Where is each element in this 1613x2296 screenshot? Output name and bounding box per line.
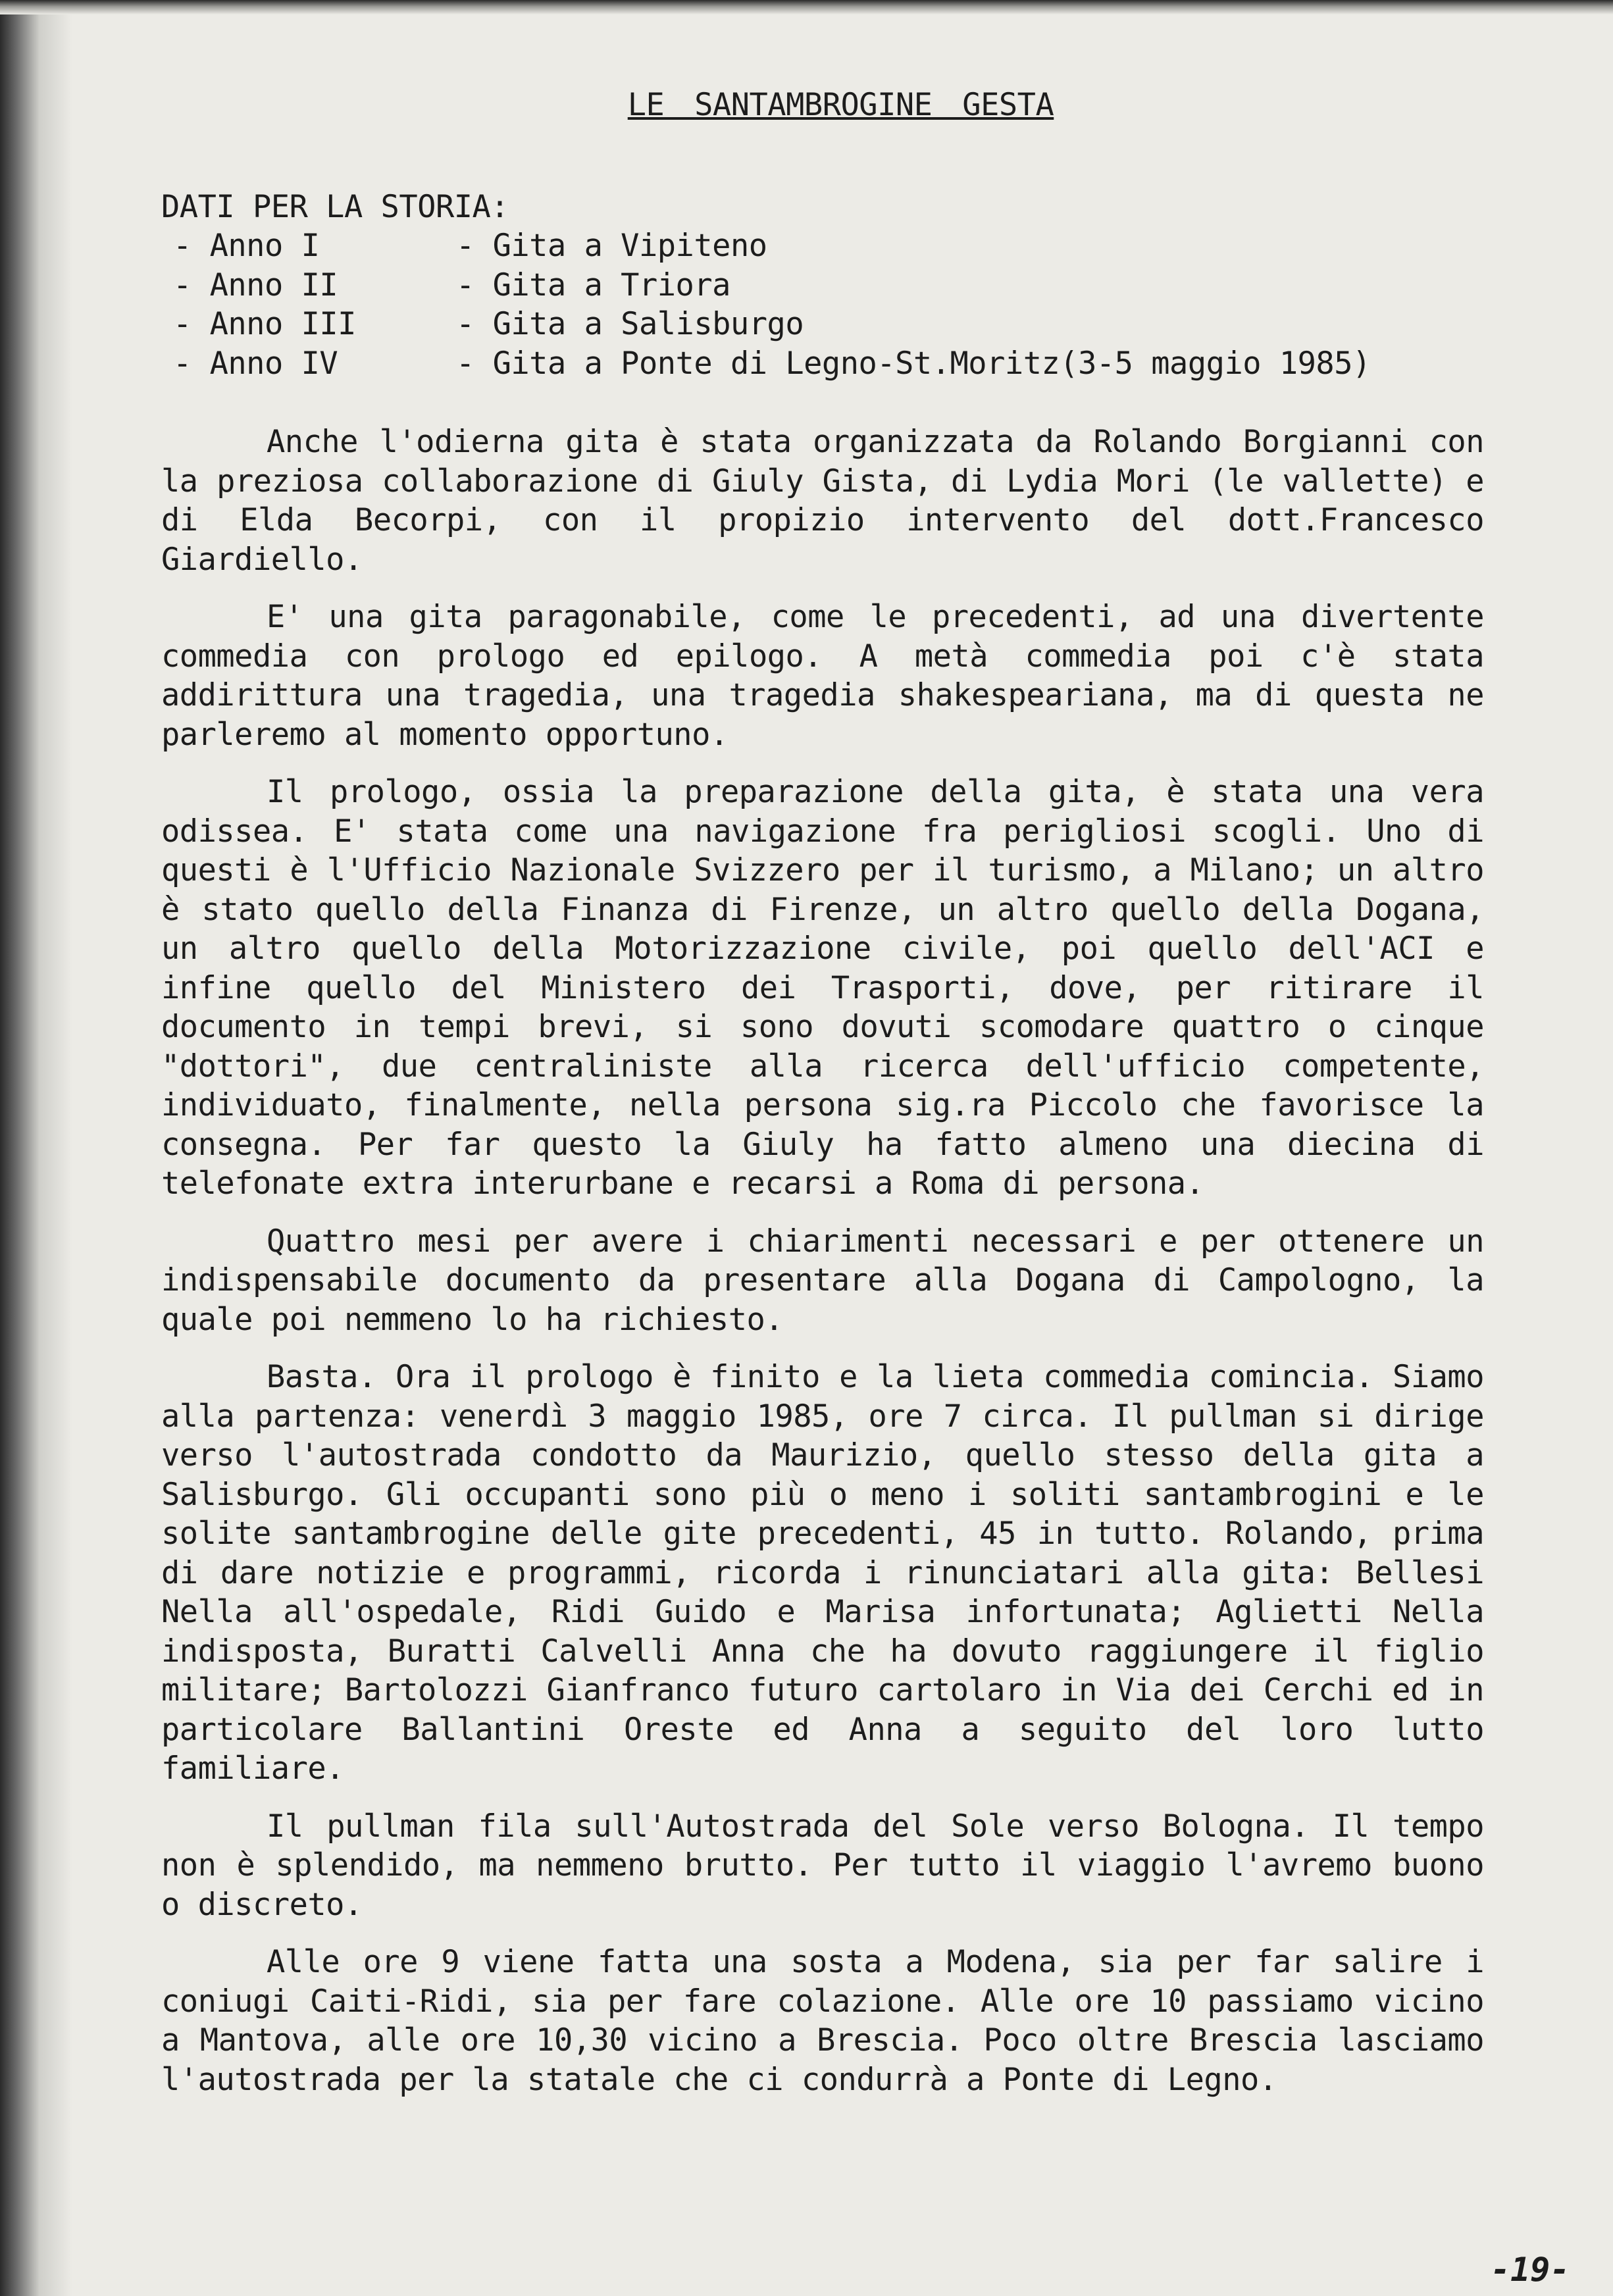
paragraph-commedia: E' una gita paragonabile, come le precedenti, ad una divertente commedia con prologo ed epilogo. A metà commedia poi c'è stata addirittura una tragedia, una tragedia shakespeariana, ma di questa ne parleremo al momento opportuno. [161,599,1484,753]
page-top-shadow [0,0,1613,14]
gita-row [173,266,1484,305]
gita-destination: - Gita a Salisburgo [456,306,804,342]
gita-anno: - Anno III [173,306,356,342]
paragraph-partenza: Basta. Ora il prologo è finito e la lieta commedia comincia. Siamo alla partenza: venerdì 3 maggio 1985, ore 7 circa. Il pullman si dirige verso l'autostrada condotto da Maurizio, quello stesso della gita a Salisburgo. Gli occupanti sono più o meno i soliti santambrogini e le solite santambrogine delle gite precedenti, 45 in tutto. Rolando, prima di dare notizie e programmi, ricorda i rinunciatari alla gita: Bellesi Nella all'ospedale, Ridi Guido e Marisa infortunata; Aglietti Nella indisposta, Buratti Calvelli Anna che ha dovuto raggiungere il figlio militare; Bartolozzi Gianfranco futuro cartolaro in Via dei Cerchi ed in particolare Ballantini Oreste ed Anna a seguito del loro lutto familiare. [161,1359,1484,1787]
document-title: LE SANTAMBROGINE GESTA [627,87,1054,123]
paragraph-prologo: Il prologo, ossia la preparazione della gita, è stata una vera odissea. E' stata come una navigazione fra perigliosi scogli. Uno di questi è l'Ufficio Nazionale Svizzero per il turismo, a Milano; un altro è stato quello della Finanza di Firenze, un altro quello della Dogana, un altro quello della Motorizzazione civile, poi quello dell'ACI e infine quello del Ministero dei Trasporti, dove, per ritirare il documento in tempi brevi, si sono dovuti scomodare quattro o cinque "dottori", due centraliniste alla ricerca dell'ufficio competente, individuato, finalmente, nella persona sig.ra Piccolo che favorisce la consegna. Per far questo la Giuly ha fatto almeno una diecina di telefonate extra interurbane e recarsi a Roma di persona. [161,774,1484,1202]
gita-destination: - Gita a Vipiteno [456,228,767,264]
gita-row [173,226,1484,266]
section-label: DATI PER LA STORIA: [161,188,509,225]
paragraph-organizzazione: Anche l'odierna gita è stata organizzata da Rolando Borgianni con la preziosa collaborazione di Giuly Gista, di Lydia Mori (le vallette) e di Elda Becorpi, con il propizio intervento del dott.Francesco Giardiello. [161,424,1484,578]
page-number: -19- [1491,2251,1570,2289]
gita-anno: - Anno II [173,267,338,303]
document-page [161,86,1484,2118]
gita-anno: - Anno I [173,228,320,264]
gita-destination: - Gita a Ponte di Legno-St.Moritz(3-5 maggio 1985) [456,345,1371,382]
paragraph-quattro-mesi: Quattro mesi per avere i chiarimenti necessari e per ottenere un indispensabile documento da presentare alla Dogana di Campologno, la quale poi nemmeno lo ha richiesto. [161,1223,1484,1338]
gita-row [173,305,1484,344]
gita-row [173,344,1484,384]
paragraph-autostrada: Il pullman fila sull'Autostrada del Sole verso Bologna. Il tempo non è splendido, ma nemmeno brutto. Per tutto il viaggio l'avremo buono o discreto. [161,1808,1484,1923]
gite-list [173,226,1484,383]
gita-anno: - Anno IV [173,345,338,382]
page-binding-edge [0,0,72,2296]
paragraph-modena: Alle ore 9 viene fatta una sosta a Modena, sia per far salire i coniugi Caiti-Ridi, sia per fare colazione. Alle ore 10 passiamo vicino a Mantova, alle ore 10,30 vicino a Brescia. Poco oltre Brescia lasciamo l'autostrada per la statale che ci condurrà a Ponte di Legno. [161,1944,1484,2098]
gita-destination: - Gita a Triora [456,267,730,303]
